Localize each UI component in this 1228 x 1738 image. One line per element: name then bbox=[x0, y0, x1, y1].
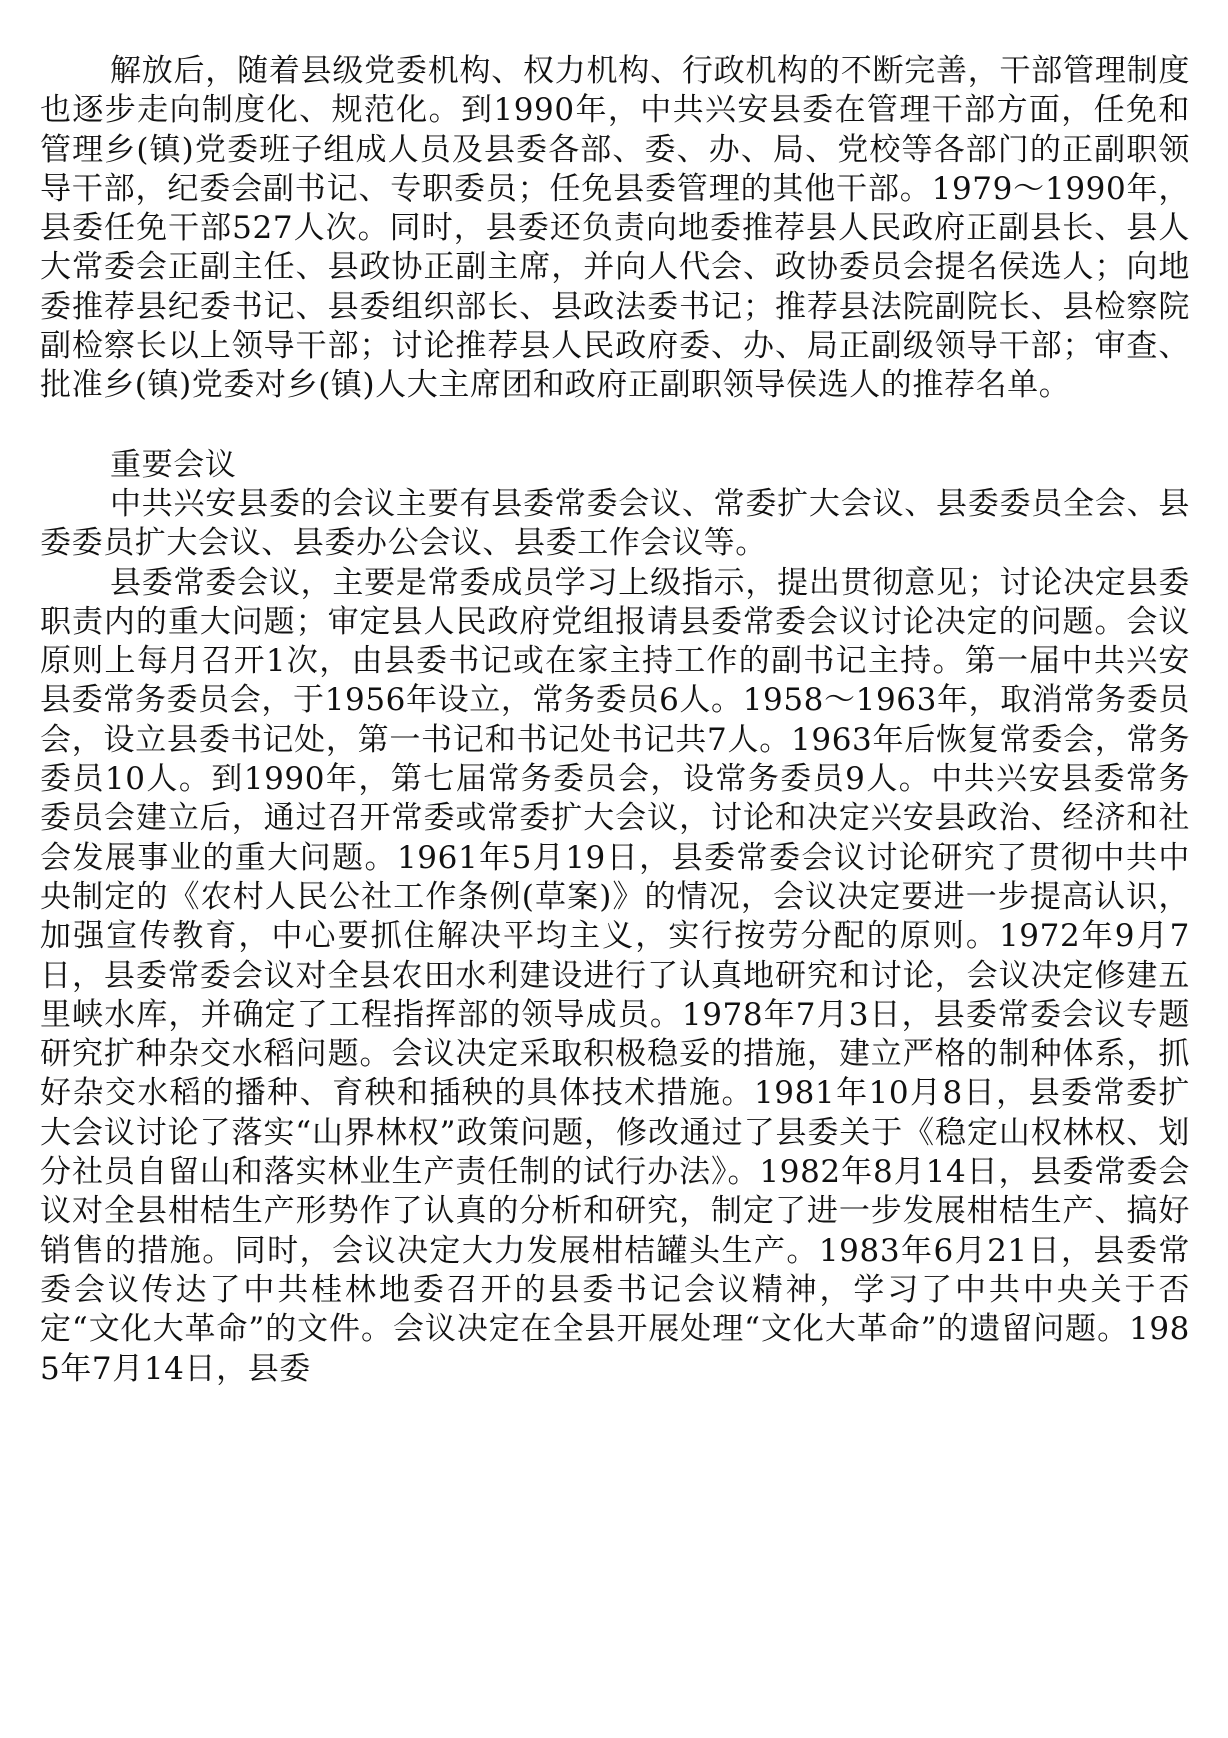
paragraph-cadre-management: 解放后，随着县级党委机构、权力机构、行政机构的不断完善，干部管理制度也逐步走向制度化、规范化。到1990年，中共兴安县委在管理干部方面，任免和管理乡(镇)党委班子组成人员及县委各部、委、办、局、党校等各部门的正副职领导干部，纪委会副书记、专职委员；任免县委管理的其他干部。1979～1990年，县委任免干部527人次。同时，县委还负责向地委推荐县人民政府正副县长、县人大常委会正副主任、县政协正副主席，并向人代会、政协委员会提名侯选人；向地委推荐县纪委书记、县委组织部长、县政法委书记；推荐县法院副院长、县检察院副检察长以上领导干部；讨论推荐县人民政府委、办、局正副级领导干部；审查、批准乡(镇)党委对乡(镇)人大主席团和政府正副职领导侯选人的推荐名单。 bbox=[40, 53, 1190, 404]
section-spacer bbox=[40, 406, 1190, 446]
paragraph-meeting-types: 中共兴安县委的会议主要有县委常委会议、常委扩大会议、县委委员全会、县委委员扩大会议、县委办公会议、县委工作会议等。 bbox=[40, 485, 1190, 562]
document-page bbox=[40, 52, 1190, 1389]
paragraph-standing-committee: 县委常委会议，主要是常委成员学习上级指示，提出贯彻意见；讨论决定县委职责内的重大问题；审定县人民政府党组报请县委常委会议讨论决定的问题。会议原则上每月召开1次，由县委书记或在家主持工作的副书记主持。第一届中共兴安县委常务委员会，于1956年设立，常务委员6人。1958～1963年，取消常务委员会，设立县委书记处，第一书记和书记处书记共7人。1963年后恢复常委会，常务委员10人。到1990年，第七届常务委员会，设常务委员9人。中共兴安县委常务委员会建立后，通过召开常委或常委扩大会议，讨论和决定兴安县政治、经济和社会发展事业的重大问题。1961年5月19日，县委常委会议讨论研究了贯彻中共中央制定的《农村人民公社工作条例(草案)》的情况，会议决定要进一步提高认识，加强宣传教育，中心要抓住解决平均主义，实行按劳分配的原则。1972年9月7日，县委常委会议对全县农田水利建设进行了认真地研究和讨论，会议决定修建五里峡水库，并确定了工程指挥部的领导成员。1978年7月3日，县委常委会议专题研究扩种杂交水稻问题。会议决定采取积极稳妥的措施，建立严格的制种体系，抓好杂交水稻的播种、育秧和插秧的具体技术措施。1981年10月8日，县委常委扩大会议讨论了落实“山界林权”政策问题，修改通过了县委关于《稳定山权林权、划分社员自留山和落实林业生产责任制的试行办法》。1982年8月14日，县委常委会议对全县柑桔生产形势作了认真的分析和研究，制定了进一步发展柑桔生产、搞好销售的措施。同时，会议决定大力发展柑桔罐头生产。1983年6月21日，县委常委会议传达了中共桂林地委召开的县委书记会议精神，学习了中共中央关于否定“文化大革命”的文件。会议决定在全县开展处理“文化大革命”的遗留问题。1985年7月14日，县委 bbox=[40, 564, 1190, 1387]
section-heading-important-meetings: 重要会议 bbox=[110, 446, 237, 483]
